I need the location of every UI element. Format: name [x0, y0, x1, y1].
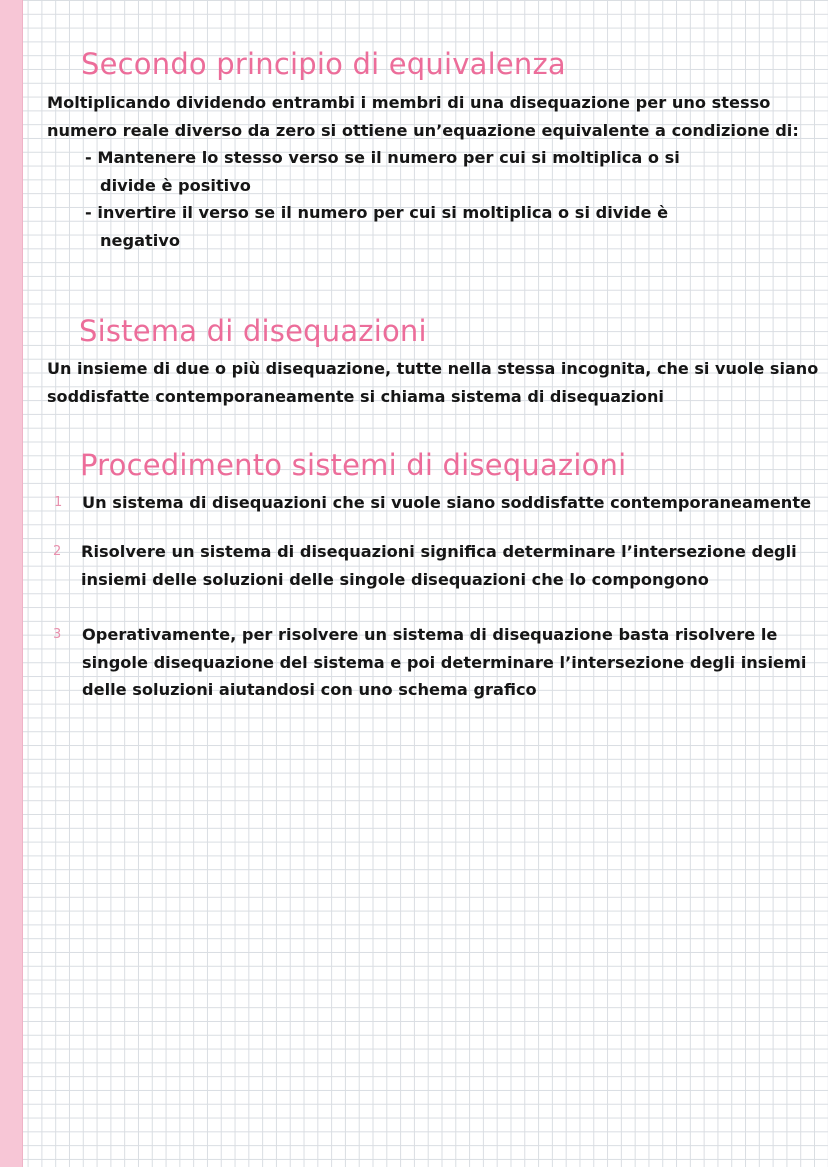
step-line: insiemi delle soluzioni delle singole disequazioni che lo compongono	[81, 569, 709, 589]
section-title-secondo-principio: Secondo principio di equivalenza	[81, 47, 566, 81]
bullet-line: - Mantenere lo stesso verso se il numero per cui si moltiplica o si	[85, 148, 680, 167]
step-item	[82, 621, 806, 704]
section2-paragraph	[47, 355, 818, 410]
step-line: Un sistema di disequazioni che si vuole siano soddisfatte contemporaneamente	[82, 493, 812, 512]
section1-paragraph	[47, 89, 799, 144]
paragraph-line: Moltiplicando dividendo entrambi i membri di una disequazione per uno stesso	[47, 93, 771, 112]
bullet-line: - invertire il verso se il numero per cui si moltiplica o si divide è	[85, 203, 669, 222]
step-number: 3	[53, 627, 62, 642]
paragraph-line: numero reale diverso da zero si ottiene un’equazione equivalente a condizione di:	[47, 120, 799, 140]
step-number: 2	[53, 544, 62, 559]
bullet-line: negativo	[100, 230, 180, 250]
bullet-line: divide è positivo	[100, 175, 251, 195]
step-item	[81, 538, 797, 593]
step-line: singole disequazione del sistema e poi determinare l’intersezione degli insiemi	[82, 652, 807, 672]
step-line: Risolvere un sistema di disequazioni significa determinare l’intersezione degli	[81, 542, 797, 561]
notebook-margin-strip	[0, 0, 23, 1167]
step-number: 1	[54, 495, 63, 510]
paragraph-line: Un insieme di due o più disequazione, tutte nella stessa incognita, che si vuole siano	[47, 359, 819, 378]
section-title-sistema: Sistema di disequazioni	[79, 314, 427, 348]
section-title-procedimento: Procedimento sistemi di disequazioni	[80, 448, 627, 482]
paragraph-line: soddisfatte contemporaneamente si chiama sistema di disequazioni	[47, 386, 664, 406]
bullet-item	[85, 199, 668, 254]
bullet-item	[85, 144, 680, 199]
step-item	[82, 489, 811, 517]
step-line: delle soluzioni aiutandosi con uno schema grafico	[82, 680, 537, 699]
step-line: Operativamente, per risolvere un sistema di disequazione basta risolvere le	[82, 625, 778, 644]
